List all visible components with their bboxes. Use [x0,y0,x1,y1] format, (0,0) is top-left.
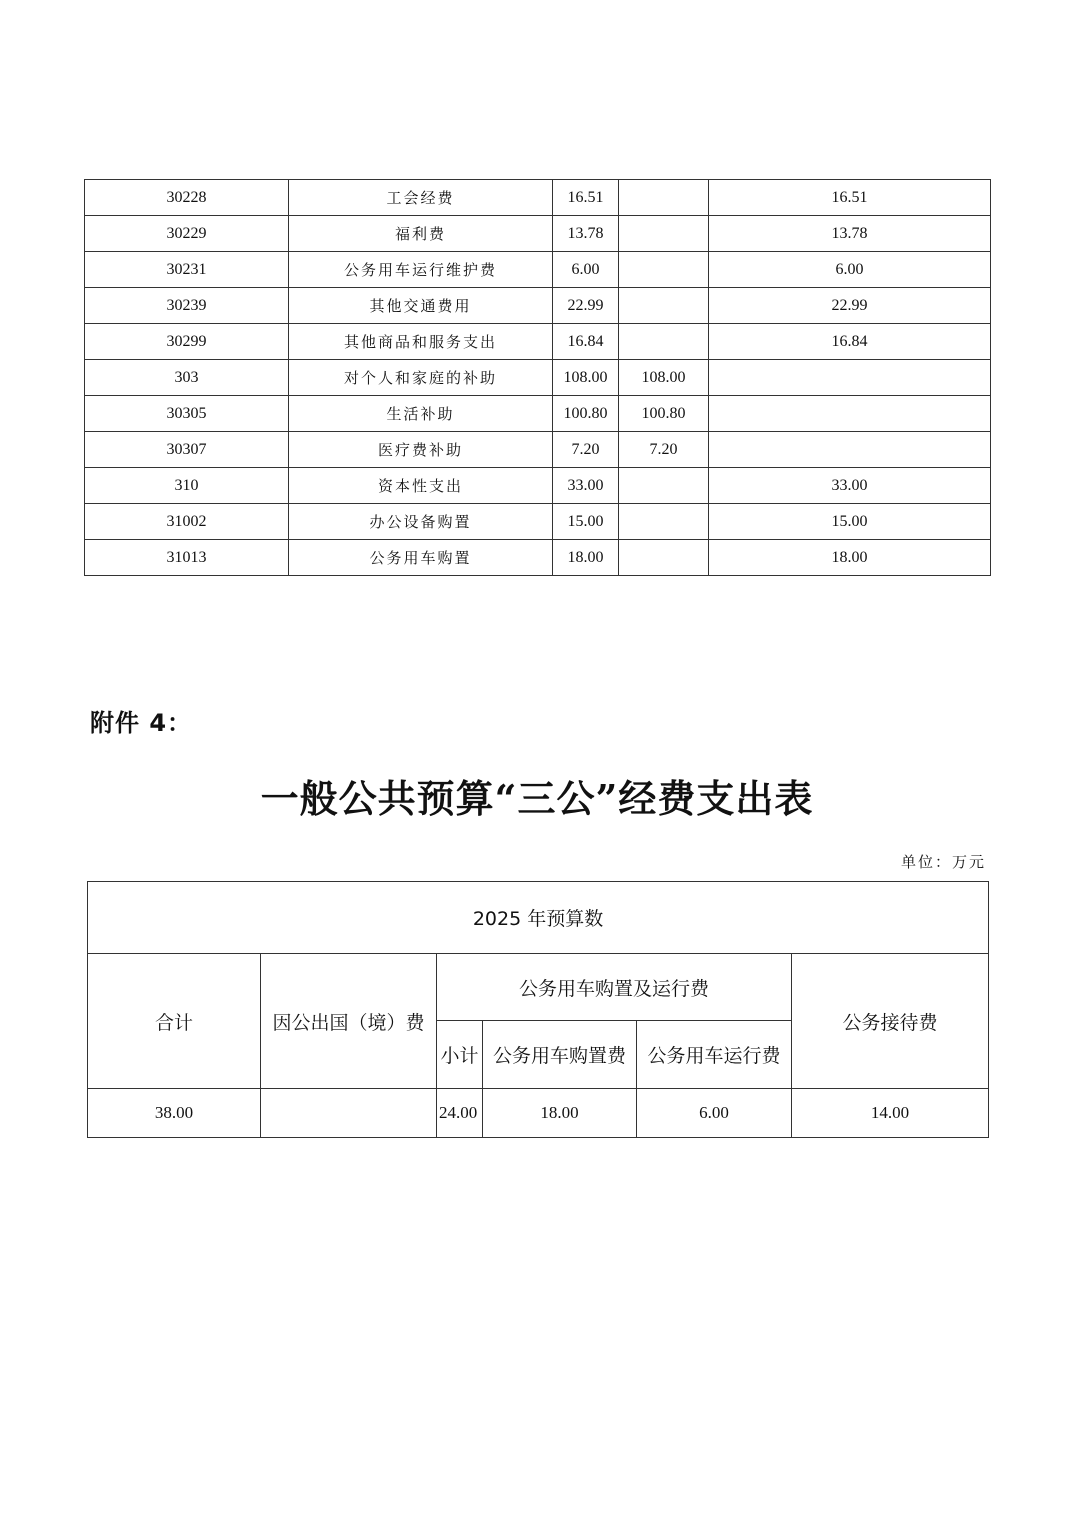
cell-code: 30299 [85,324,289,360]
cell-public: 15.00 [709,504,991,540]
cell-public: 6.00 [709,252,991,288]
cell-total: 18.00 [553,540,619,576]
cell-code: 310 [85,468,289,504]
unit-label: 单位：万元 [900,853,986,871]
header-subtotal: 小计 [437,1021,483,1089]
table-row [85,180,991,216]
header-abroad: 因公出国（境）费 [261,954,437,1089]
cell-total: 22.99 [553,288,619,324]
cell-public: 16.84 [709,324,991,360]
value-vehicle-operation: 6.00 [637,1089,792,1138]
cell-total: 100.80 [553,396,619,432]
value-abroad [261,1089,437,1138]
cell-name: 医疗费补助 [289,432,553,468]
cell-public: 22.99 [709,288,991,324]
cell-personnel [619,216,709,252]
cell-code: 30228 [85,180,289,216]
table-row [85,468,991,504]
table-row [85,396,991,432]
cell-public [709,396,991,432]
value-vehicle-purchase: 18.00 [483,1089,637,1138]
cell-public [709,432,991,468]
header-year: 2025 年预算数 [88,882,989,954]
cell-code: 31013 [85,540,289,576]
cell-personnel [619,324,709,360]
table-row [85,540,991,576]
cell-code: 30229 [85,216,289,252]
attachment-label: 附件 4： [90,709,193,737]
cell-code: 30231 [85,252,289,288]
table-row [85,252,991,288]
sangong-expense-table [87,881,989,1138]
cell-personnel: 100.80 [619,396,709,432]
cell-public: 18.00 [709,540,991,576]
value-total: 38.00 [88,1089,261,1138]
cell-personnel: 7.20 [619,432,709,468]
cell-total: 16.84 [553,324,619,360]
cell-public: 33.00 [709,468,991,504]
cell-total: 13.78 [553,216,619,252]
cell-name: 其他商品和服务支出 [289,324,553,360]
cell-total: 33.00 [553,468,619,504]
value-reception: 14.00 [792,1089,989,1138]
cell-total: 6.00 [553,252,619,288]
table-row [85,216,991,252]
header-vehicle-group: 公务用车购置及运行费 [437,954,792,1021]
cell-code: 303 [85,360,289,396]
cell-name: 工会经费 [289,180,553,216]
header-total: 合计 [88,954,261,1089]
table-row [85,324,991,360]
cell-public: 16.51 [709,180,991,216]
cell-name: 公务用车购置 [289,540,553,576]
cell-name: 办公设备购置 [289,504,553,540]
cell-personnel [619,468,709,504]
cell-public [709,360,991,396]
cell-name: 公务用车运行维护费 [289,252,553,288]
cell-personnel [619,504,709,540]
cell-name: 对个人和家庭的补助 [289,360,553,396]
cell-personnel [619,252,709,288]
cell-name: 生活补助 [289,396,553,432]
expense-detail-table [84,179,991,576]
table-row [85,360,991,396]
cell-personnel [619,288,709,324]
table-row [85,432,991,468]
cell-personnel [619,540,709,576]
cell-code: 30239 [85,288,289,324]
header-reception: 公务接待费 [792,954,989,1089]
header-vehicle-purchase: 公务用车购置费 [483,1021,637,1089]
cell-public: 13.78 [709,216,991,252]
cell-code: 31002 [85,504,289,540]
value-subtotal: 24.00 [437,1089,483,1138]
cell-code: 30305 [85,396,289,432]
cell-code: 30307 [85,432,289,468]
cell-name: 福利费 [289,216,553,252]
cell-total: 108.00 [553,360,619,396]
cell-total: 15.00 [553,504,619,540]
cell-personnel: 108.00 [619,360,709,396]
header-vehicle-operation: 公务用车运行费 [637,1021,792,1089]
cell-total: 16.51 [553,180,619,216]
document-title: 一般公共预算“三公”经费支出表 [260,776,814,821]
cell-personnel [619,180,709,216]
cell-name: 资本性支出 [289,468,553,504]
cell-name: 其他交通费用 [289,288,553,324]
cell-total: 7.20 [553,432,619,468]
table-row [85,288,991,324]
table-row [85,504,991,540]
